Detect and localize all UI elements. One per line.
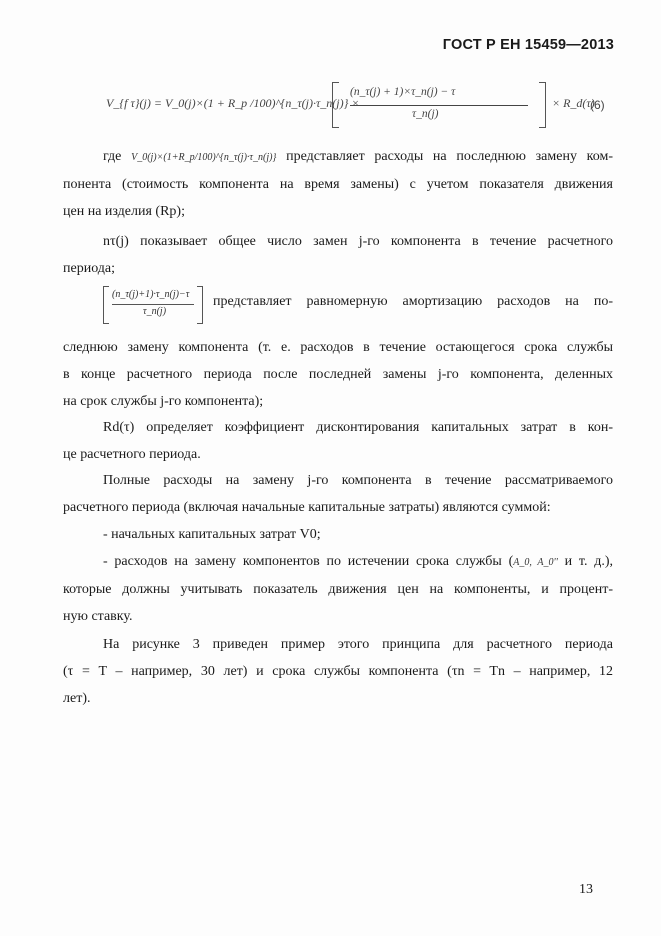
text-line: периода; <box>63 261 116 276</box>
page-number: 13 <box>579 882 593 897</box>
document-header: ГОСТ Р ЕН 15459—2013 <box>442 37 614 53</box>
text-line: которые должны учитывать показатель движения цен на компоненты, и процент- <box>63 582 613 597</box>
text-fragment: где <box>103 149 122 164</box>
text-fragment: - расходов на замену компонентов по истечении срока службы ( <box>103 554 514 569</box>
text-line: на срок службы j-го компонента); <box>63 394 264 409</box>
text-line: це расчетного периода. <box>63 447 201 462</box>
equation-number: (6) <box>590 98 605 112</box>
left-bracket <box>332 82 339 128</box>
formula-numerator: (n_τ(j) + 1)×τ_n(j) − τ <box>350 86 456 98</box>
text-line: представляет равномерную амортизацию расходов на по- <box>213 294 613 309</box>
text-fragment: представляет расходы на последнюю замену ком- <box>286 149 613 164</box>
text-line: цен на изделия (Rp); <box>63 204 185 219</box>
paragraph-where <box>63 143 613 225</box>
formula-fraction <box>332 82 546 126</box>
text-line: Полные расходы на замену j-го компонента в течение рассматриваемого <box>103 473 613 488</box>
text-line: следнюю замену компонента (т. е. расходов в течение остающегося срока службы <box>63 340 613 355</box>
text-line: nτ(j) показывает общее число замен j-го компонента в течение расчетного <box>103 234 613 249</box>
text-line <box>63 143 613 171</box>
text-line: Rd(τ) определяет коэффициент дисконтирования капитальных затрат в кон- <box>103 420 613 435</box>
formula-6 <box>106 82 595 132</box>
text-fragment: и т. д.), <box>564 554 614 569</box>
paragraph-total <box>63 467 613 521</box>
paragraph-discount <box>63 414 613 468</box>
fraction-bar <box>350 105 528 106</box>
paragraph-initial-costs <box>63 521 613 548</box>
formula-main: V_{f τ}(j) = V_0(j)×(1 + R_p /100)^{n_τ(j)·τ_n(j)} × <box>106 96 360 110</box>
mini-numerator: (n_τ(j)+1)·τ_n(j)−τ <box>112 289 190 300</box>
paragraph-n-tau <box>63 228 613 282</box>
text-line: в конце расчетного периода после последней замены j-го компонента, деленных <box>63 367 613 382</box>
text-line: понента (стоимость компонента на время замены) с учетом показателя движения <box>63 177 613 192</box>
text-line: лет). <box>63 691 91 706</box>
text-line: (τ = T – например, 30 лет) и срока службы компонента (τn = Tn – например, 12 <box>63 664 613 679</box>
paragraph-amortization <box>63 288 613 415</box>
formula-tail: × R_d(τ) <box>552 96 595 110</box>
text-line: - начальных капитальных затрат V0; <box>103 527 321 542</box>
paragraph-figure-reference <box>63 631 613 712</box>
text-line: расчетного периода (включая начальные капитальные затраты) являются суммой: <box>63 500 551 515</box>
text-line <box>63 548 613 576</box>
inline-formula: V_0(j)×(1+R_p/100)^{n_τ(j)·τ_n(j)} <box>131 152 277 163</box>
mini-denominator: τ_n(j) <box>143 306 167 317</box>
text-line: На рисунке 3 приведен пример этого принципа для расчетного периода <box>103 637 613 652</box>
inline-costs: A_0, A_0'' <box>513 557 558 568</box>
text-line: ную ставку. <box>63 609 133 624</box>
paragraph-replacement-costs <box>63 548 613 630</box>
right-bracket <box>539 82 546 128</box>
formula-denominator: τ_n(j) <box>412 108 439 120</box>
